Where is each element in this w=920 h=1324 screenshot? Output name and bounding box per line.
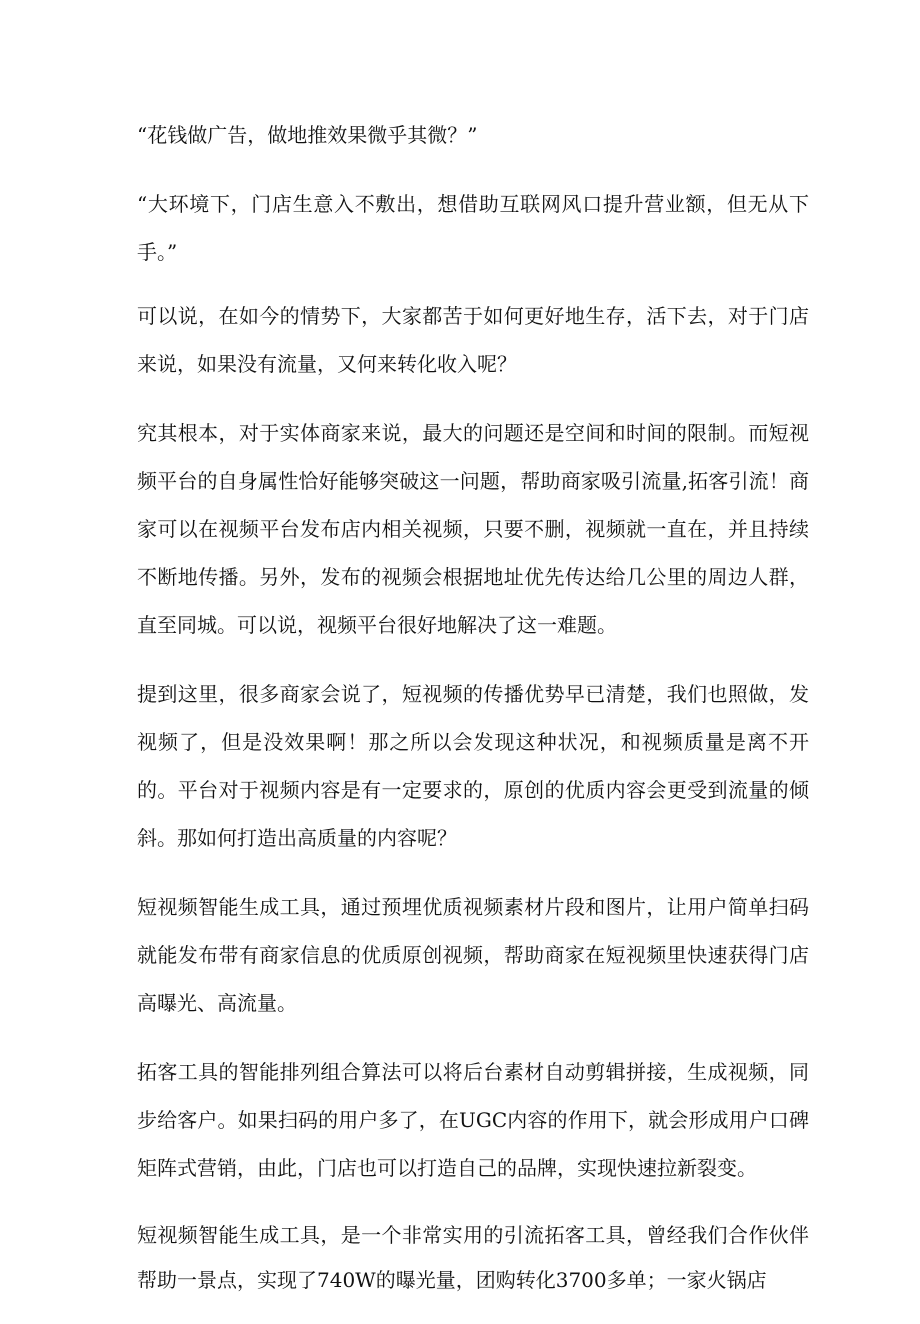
paragraph-case-study: 短视频智能生成工具，是一个非常实用的引流拓客工具，曾经我们合作伙伴帮助一景点，实现了740W的曝光量，团购转化3700多单；一家火锅店: [137, 1223, 809, 1292]
paragraph-root-cause: 究其根本，对于实体商家来说，最大的问题还是空间和时间的限制。而短视频平台的自身属性恰好能够突破这一问题，帮助商家吸引流量,拓客引流！商家可以在视频平台发布店内相关视频，只要不删，视频就一直在，并且持续不断地传播。另外，发布的视频会根据地址优先传达给几公里的周边人群，直至同城。可以说，视频平台很好地解决了这一难题。: [137, 421, 809, 637]
paragraph-video-quality: 提到这里，很多商家会说了，短视频的传播优势早已清楚，我们也照做，发视频了，但是没效果啊！那之所以会发现这种状况，和视频质量是离不开的。平台对于视频内容是有一定要求的，原创的优质内容会更受到流量的倾斜。那如何打造出高质量的内容呢？: [137, 682, 809, 850]
paragraph-quote-ads: “花钱做广告，做地推效果微乎其微？”: [137, 123, 478, 147]
paragraph-algorithm: 拓客工具的智能排列组合算法可以将后台素材自动剪辑拼接，生成视频，同步给客户。如果扫码的用户多了，在UGC内容的作用下，就会形成用户口碑矩阵式营销，由此，门店也可以打造自己的品牌，实现快速拉新裂变。: [137, 1060, 809, 1180]
article-body: [137, 111, 809, 1324]
paragraph-generation-tool: 短视频智能生成工具，通过预埋优质视频素材片段和图片，让用户简单扫码就能发布带有商家信息的优质原创视频，帮助商家在短视频里快速获得门店高曝光、高流量。: [137, 895, 809, 1015]
paragraph-survival: 可以说，在如今的情势下，大家都苦于如何更好地生存，活下去，对于门店来说，如果没有流量，又何来转化收入呢？: [137, 304, 809, 376]
paragraph-quote-environment: “大环境下，门店生意入不敷出，想借助互联网风口提升营业额，但无从下手。”: [137, 192, 809, 264]
